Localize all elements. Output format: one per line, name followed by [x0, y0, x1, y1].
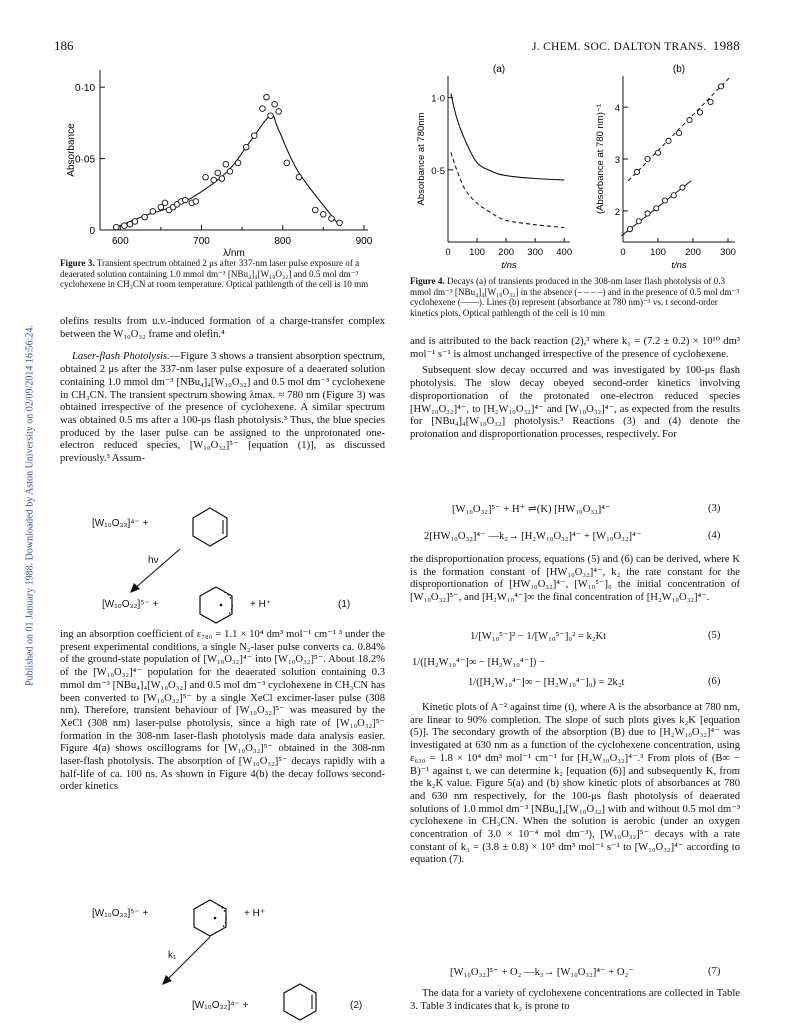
data-point [227, 169, 233, 175]
equation-5-number: (5) [708, 630, 721, 641]
data-point [142, 214, 148, 220]
data-point [680, 185, 685, 190]
figure-3-caption [60, 258, 380, 290]
data-point [162, 200, 168, 206]
right-paragraph-2: Subsequent slow decay occurred and was investigated by 100-μs flash photolysis. The slow decay obeyed second-order kinetics involving disproportionation of the protonated one-electron reduced species [HW₁₀O₃₂]⁴⁻, to [H₂W₁₀O₃₂]⁴⁻ and [W₁₀O₃₂]⁴⁻, as expected from the results for [NBu₄]₄[W₁₀O₃₂] photolysis.³ Reactions (3) and (4) denote the protonation and disproportionation processes, respectively. For [410, 365, 740, 440]
x-axis-label: t/ns [501, 260, 517, 271]
data-point [634, 169, 639, 174]
section-heading: Laser-flash Photolysis. [72, 351, 170, 363]
cyclohexene-structure-1 [188, 505, 232, 549]
data-point [337, 220, 343, 226]
data-point [113, 224, 119, 230]
eq1-plus-h: + H⁺ [250, 599, 272, 610]
x-axis-label: λ/nm [223, 248, 245, 256]
x-tick-label: 100 [650, 247, 666, 258]
y-tick-label: 3 [614, 155, 620, 166]
data-point [655, 150, 660, 155]
equation-4-number: (4) [708, 530, 721, 541]
data-point [284, 160, 290, 166]
figure-4-label: Figure 4. [410, 276, 445, 286]
data-point [215, 170, 221, 176]
left-column-top [60, 316, 385, 470]
x-tick-label: 700 [193, 236, 210, 247]
data-point [676, 130, 681, 135]
data-point [272, 101, 278, 107]
y-tick-label: 0·10 [74, 83, 95, 95]
data-point [666, 138, 671, 143]
data-point [296, 174, 302, 180]
x-tick-label: 100 [469, 247, 485, 258]
figure-4-caption-text: Decays (a) of transients produced in the 308-nm laser flash photolysis of 0.3 mmol dm⁻³ [NBu₄]₄[W₁₀O₃₂] in the absence (– – – –) and in the presence of 0.5 mol dm⁻³ cyclohexene (——). Lines (b) represent (absorbance at 780 nm)⁻¹ vs. t second-order kinetics plots. Optical pathlength of the cell is 10 mm [410, 276, 740, 318]
journal-header [532, 38, 740, 54]
eq1-product: [W₁₀O₃₂]⁵⁻ + [102, 599, 159, 610]
reaction-arrow-2 [150, 933, 220, 988]
cyclohexene-structure-2 [278, 982, 322, 1022]
eq2-product: [W₁₀O₃₂]⁴⁻ + [192, 1000, 249, 1011]
figure-3-label: Figure 3. [60, 258, 95, 268]
equation-3: [W₁₀O₃₂]⁵⁻ + H⁺ ⇌(K) [HW₁₀O₃₂]⁴⁻ [452, 504, 611, 515]
journal-name: J. CHEM. SOC. DALTON TRANS. [531, 41, 707, 53]
left-paragraph-2 [60, 351, 385, 465]
cyclohexenyl-radical-structure-2 [188, 898, 232, 938]
equation-6-line-2: 1/([H₂W₁₀⁴⁻]∞ − [H₂W₁₀⁴⁻]₀) = 2k₂t [468, 677, 625, 688]
fit-line-without-cyclohexene [628, 77, 730, 180]
data-point [671, 193, 676, 198]
data-point [182, 197, 188, 203]
x-tick-label: 600 [111, 236, 129, 247]
data-point [193, 199, 199, 205]
left-paragraph-1: olefins results from u.v.-induced formation of a charge-transfer complex between the W₁₀O₃₂ frame and olefin.⁴ [60, 316, 385, 340]
eq1-reactant: [W₁₀O₃₂]⁴⁻ + [92, 518, 149, 529]
equation-4: 2[HW₁₀O₃₂]⁴⁻ —k₂→ [H₂W₁₀O₃₂]⁴⁻ + [W₁₀O₃₂]⁴⁻ [424, 531, 642, 542]
right-paragraph-5: The data for a variety of cyclohexene concentrations are collected in Table 3. Table 3 indicates that k₂ is prone to [410, 988, 740, 1012]
y-tick-label: 0·05 [74, 154, 95, 166]
data-point [697, 110, 702, 115]
data-point [235, 160, 241, 166]
eq2-k1: k₁ [168, 950, 177, 961]
figure-4a-chart [410, 62, 580, 274]
data-point [654, 206, 659, 211]
equation-1-scheme [60, 505, 385, 620]
x-axis-label: t/ns [671, 260, 687, 271]
y-axis-label: Absorbance at 780nm [416, 112, 427, 206]
eq2-reactant: [W₁₀O₃₂]⁵⁻ + [92, 908, 149, 919]
data-point [122, 223, 128, 229]
equation-5: 1/[W₁₀⁵⁻]² − 1/[W₁₀⁵⁻]₀² = k₂Kt [470, 631, 607, 642]
y-axis-label: Absorbance [66, 123, 77, 177]
page-number: 186 [54, 38, 74, 53]
x-tick-label: 0 [445, 247, 451, 258]
data-point [203, 174, 209, 180]
data-point [223, 161, 229, 167]
x-tick-label: 800 [274, 236, 292, 247]
x-tick-label: 300 [527, 247, 544, 258]
figure-3-caption-text: Transient spectrum obtained 2 μs after 337-nm laser pulse exposure of a deaerated solution containing 1.0 mmol dm⁻³ [NBu₄]₄[W₁₀O₃₂] and 0.5 mol dm⁻³ cyclohexene in CH₃CN at room temperature. Optical pathlength of the cell is 10 mm [60, 258, 369, 290]
data-point [708, 99, 713, 104]
data-point [252, 133, 258, 139]
equation-7: [W₁₀O₃₂]⁵⁻ + O₂ —k₃→ [W₁₀O₃₂]⁴⁻ + O₂⁻ [450, 967, 634, 978]
right-paragraph-3: the disproportionation process, equations (5) and (6) can be derived, where K is the formation constant of [HW₁₀O₃₂]⁴⁻, k₂ the rate constant for the disproportionation of [HW₁₀O₃₂]⁴⁻, [W₁₀⁵⁻]₀ the initial concentration of [W₁₀O₃₂]⁵⁻, and [H₂W₁₀⁴⁻]∞ the final concentration of [H₂W₁₀O₃₂]⁴⁻. [410, 554, 740, 604]
eq1-number: (1) [338, 599, 351, 610]
cyclohexenyl-radical-structure [194, 585, 238, 625]
data-point [321, 211, 327, 217]
x-tick-label: 900 [355, 236, 373, 247]
y-tick-label: 0 [89, 226, 95, 237]
x-tick-label: 300 [720, 247, 736, 258]
left-paragraph-2-text: —Figure 3 shows a transient absorption spectrum, obtained 2 μs after the 337-nm laser pulse exposure of a deaerated solution containing 1.0 mmol dm⁻³ [NBu₄]₄[W₁₀O₃₂] and 0.5 mol dm⁻³ cyclohexene in CH₃CN. The transient spectrum showing λmax. ≈ 780 nm (Figure 3) was obtained irrespective of the presence of cyclohexene. A similar spectrum was obtained 0.5 ms after a 100-μs flash photolysis.³ Thus, the blue species produced by the laser pulse can be assigned to the unprotonated one-electron reduced species, [W₁₀O₃₂]⁵⁻ [equation (1)], as discussed previously.³ Assum- [60, 351, 385, 465]
y-tick-label: 4 [614, 103, 620, 115]
right-paragraph-1: and is attributed to the back reaction (2),³ where k₁ = (7.2 ± 0.2) × 10¹⁰ dm³ mol⁻¹ s⁻¹ is almost unchanged irrespective of the presence of cyclohexene. [410, 336, 740, 360]
y-axis-label: (Absorbance at 780 nm)⁻¹ [595, 103, 606, 215]
y-tick-label: 2 [614, 206, 620, 218]
download-notice: Published on 01 January 1988. Downloaded by Aston University on 02/09/2014 16:56:24. [24, 325, 36, 686]
y-tick-label: 0·5 [431, 165, 445, 177]
data-point [662, 198, 667, 203]
equation-6-number: (6) [708, 676, 721, 687]
data-point [718, 84, 723, 89]
equation-2-scheme [60, 898, 385, 1018]
data-point [150, 209, 156, 215]
data-point [276, 109, 282, 115]
eq1-hv: hν [148, 555, 159, 566]
x-tick-label: 0 [620, 247, 626, 258]
right-paragraph-4: Kinetic plots of A⁻² against time (t), where A is the absorbance at 780 nm, are linear to 90% completion. The slope of such plots gives k₂K [equation (5)]. The secondary growth of the absorption (B) due to [H₂W₁₀O₃₂]⁴⁻ was investigated at 630 nm as a function of the cyclohexene concentration, using ε₆₃₀ = 1.8 × 10⁴ dm³ mol⁻¹ cm⁻¹ for [H₂W₁₀O₃₂]⁴⁻.³ From plots of (B∞ − B)⁻¹ against t, we can determine k₂ [equation (6)] and subsequently K, from the k₂K value. Figure 5(a) and (b) show kinetic plots of absorbances at 780 and 630 nm respectively, for the 100-μs flash photolysis of deaerated solutions of 1.0 mmol dm⁻³ [NBu₄]₄[W₁₀O₃₂] with and without 0.5 mol dm⁻³ cyclohexene in CH₃CN. When the solution is aerobic (under an oxygen concentration of 3.0 × 10⁻⁴ mol dm⁻³), [W₁₀O₃₂]⁵⁻ decays with a rate constant of k₃ = (3.8 ± 0.8) × 10⁵ dm³ mol⁻¹ s⁻¹ to [W₁₀O₃₂]⁴⁻ according to equation (7). [410, 702, 740, 866]
x-tick-label: 400 [556, 247, 573, 258]
journal-year: 1988 [712, 38, 740, 53]
data-point [312, 207, 318, 213]
figure-4b-chart [585, 62, 750, 274]
decay-curve-with-cyclohexene [451, 93, 564, 180]
data-point [687, 117, 692, 122]
right-column-top [410, 336, 740, 446]
data-point [264, 94, 270, 100]
decay-curve-without-cyclohexene [451, 153, 564, 228]
figure-3-chart [60, 62, 380, 256]
data-point [132, 219, 138, 225]
data-point [645, 156, 650, 161]
data-point [627, 226, 632, 231]
data-point [219, 176, 225, 182]
y-tick-label: 1·0 [431, 93, 445, 105]
left-paragraph-3: ing an absorption coefficient of ε₇₈₀ = 1.1 × 10⁴ dm³ mol⁻¹ cm⁻¹ ³ under the present experimental conditions, a single N₂-laser pulse converts ca. 0.84% of the ground-state population of [W₁₀O₃₂]⁴⁻ into [W₁₀O₃₂]⁵⁻. About 18.2% of the [W₁₀O₃₂]⁴⁻ population for the deaerated solution containing 0.3 mmol dm⁻³ [NBu₄]₄[W₁₀O₃₂] and 0.5 mol dm⁻³ cyclohexene in CH₃CN has been converted to [W₁₀O₃₂]⁵⁻ by a single XeCl excimer-laser pulse (308 nm). Therefore, transient behaviour of [W₁₀O₃₂]⁵⁻ was measured by the XeCl (308 nm) laser-pulse photolysis, since a high rate of [W₁₀O₃₂]⁵⁻ formation in the 308-nm laser-flash photolysis made data analysis easier. Figure 4(a) shows oscillograms for [W₁₀O₃₂]⁵⁻ obtained in the 308-nm laser-flash photolysis. The absorption of [W₁₀O₃₂]⁵⁻ decays rapidly with a half-life of ca. 100 ns. As shown in Figure 4(b) the decay follows second-order kinetics [60, 629, 385, 793]
reaction-arrow-1 [120, 545, 190, 595]
data-point [636, 219, 641, 224]
right-column-bottom [410, 988, 740, 1017]
panel-label: (a) [492, 64, 506, 75]
equation-6-line-1: 1/([H₂W₁₀⁴⁻]∞ − [H₂W₁₀⁴⁻]) − [412, 657, 545, 668]
data-point [329, 216, 335, 222]
right-column-middle [410, 554, 740, 609]
eq2-number: (2) [350, 1000, 363, 1011]
equation-3-number: (3) [708, 503, 721, 514]
data-point [268, 113, 274, 119]
data-point [645, 211, 650, 216]
right-column-lower [410, 702, 740, 871]
equation-7-number: (7) [708, 966, 721, 977]
figure-4-caption [410, 276, 740, 318]
data-point [260, 106, 266, 112]
data-point [243, 144, 249, 150]
data-point [211, 177, 217, 183]
x-tick-label: 200 [498, 247, 515, 258]
eq2-plus-h: + H⁺ [244, 908, 266, 919]
left-column-middle [60, 629, 385, 798]
panel-label: (b) [672, 64, 686, 75]
x-tick-label: 200 [685, 247, 701, 258]
